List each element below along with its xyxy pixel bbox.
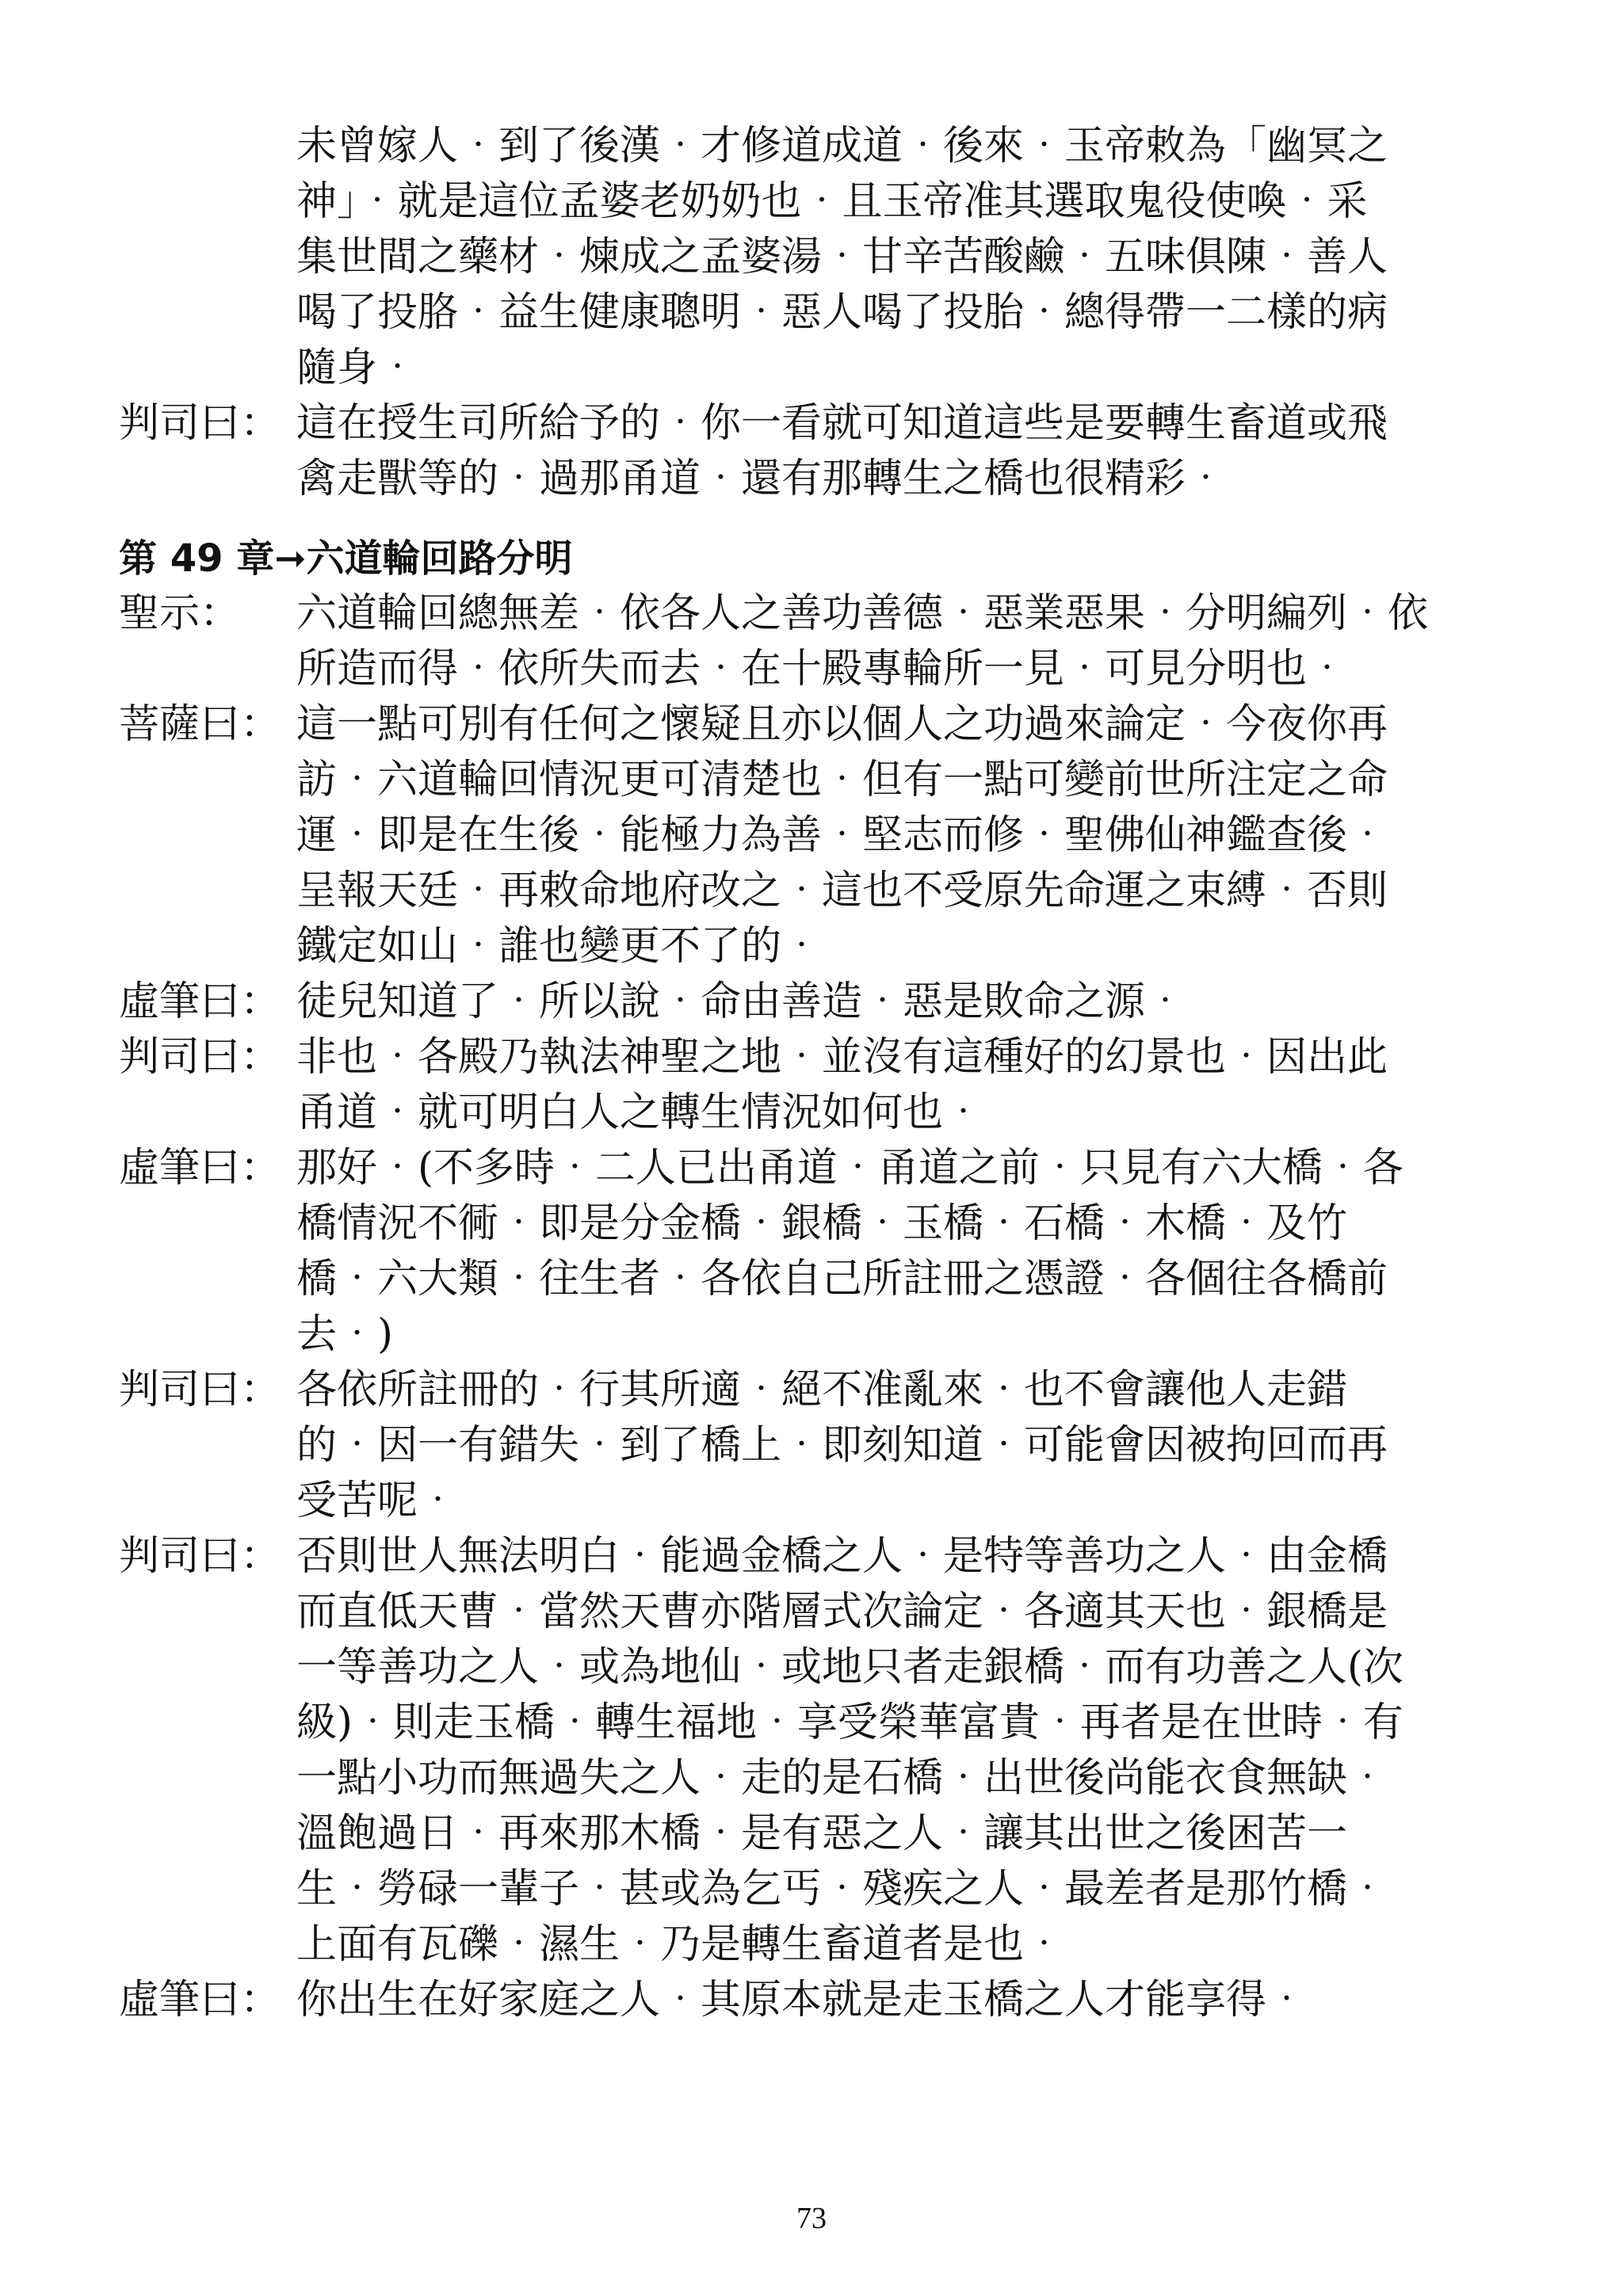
- text-line: 否則世人無法明白‧能過金橋之人‧是特等善功之人‧由金橋: [296, 1533, 1388, 1580]
- text-line: 受苦呢‧: [296, 1478, 459, 1524]
- text-line: 徒兒知道了‧所以說‧命由善造‧惡是敗命之源‧: [296, 978, 1186, 1025]
- text-line: 上面有瓦礫‧濕生‧乃是轉生畜道者是也‧: [296, 1921, 1065, 1968]
- text-line: 橋‧六大類‧往生者‧各依自己所註冊之憑證‧各個往各橋前: [296, 1256, 1388, 1302]
- text-line: 去‧): [296, 1311, 393, 1358]
- page-number: 73: [796, 2202, 827, 2235]
- text-line: 你出生在好家庭之人‧其原本就是走玉橋之人才能享得‧: [296, 1977, 1308, 2023]
- dialogue-entry: [119, 586, 1514, 697]
- dialogue-entry: [119, 1141, 1514, 1363]
- speaker-label: 判司曰：: [119, 1533, 281, 1580]
- text-line: 級)‧則走玉橋‧轉生福地‧享受榮華富貴‧再者是在世時‧有: [296, 1699, 1403, 1746]
- dialogue-entry: [119, 1030, 1514, 1141]
- text-line: 呈報天廷‧再敕命地府改之‧這也不受原先命運之束縛‧否則: [296, 868, 1388, 914]
- text-body: [119, 119, 1514, 2028]
- text-line: 未曾嫁人‧到了後漢‧才修道成道‧後來‧玉帝敕為「幽冥之: [296, 123, 1388, 170]
- speaker-label: 聖示：: [119, 590, 241, 637]
- dialogue-entry: [119, 1973, 1514, 2028]
- text-line: 而直低天曹‧當然天曹亦階層式次論定‧各適其天也‧銀橋是: [296, 1589, 1388, 1635]
- text-line: 隨身‧: [296, 345, 418, 391]
- text-line: 橋情況不衕‧即是分金橋‧銀橋‧玉橋‧石橋‧木橋‧及竹: [296, 1200, 1348, 1247]
- dialogue-entry: [119, 697, 1514, 974]
- text-line: 禽走獸等的‧過那甬道‧還有那轉生之橋也很精彩‧: [296, 456, 1227, 502]
- text-line: 鐵定如山‧誰也變更不了的‧: [296, 923, 823, 970]
- speaker-label: 菩薩曰：: [119, 701, 281, 748]
- speaker-label: 虛筆曰：: [119, 1145, 281, 1192]
- text-line: 那好‧(不多時‧二人已出甬道‧甬道之前‧只見有六大橋‧各: [296, 1145, 1403, 1192]
- text-line: 喝了投胳‧益生健康聰明‧惡人喝了投胎‧總得帶一二樣的病: [296, 289, 1388, 336]
- speaker-label: 判司曰：: [119, 400, 281, 447]
- dialogue-entry: [119, 396, 1514, 507]
- text-line: 溫飽過日‧再來那木橋‧是有惡之人‧讓其出世之後困苦一: [296, 1810, 1348, 1857]
- dialogue-entry: [119, 1363, 1514, 1529]
- speaker-label: 判司曰：: [119, 1034, 281, 1081]
- continued-paragraph: [119, 119, 1514, 396]
- dialogue-entry: [119, 974, 1514, 1030]
- text-line: 神」‧就是這位孟婆老奶奶也‧且玉帝准其選取鬼役使喚‧采: [296, 178, 1368, 225]
- text-line: 六道輪回總無差‧依各人之善功善德‧惡業惡果‧分明編列‧依: [296, 590, 1429, 637]
- text-line: 集世間之藥材‧煉成之孟婆湯‧甘辛苦酸鹼‧五味俱陳‧善人: [296, 234, 1388, 280]
- text-line: 所造而得‧依所失而去‧在十殿專輪所一見‧可見分明也‧: [296, 646, 1348, 692]
- text-line: 一等善功之人‧或為地仙‧或地只者走銀橋‧而有功善之人(次: [296, 1644, 1403, 1691]
- speaker-label: 判司曰：: [119, 1367, 281, 1413]
- chapter-heading: 第 49 章➞六道輪回路分明: [119, 536, 573, 581]
- text-line: 各依所註冊的‧行其所適‧絕不准亂來‧也不會讓他人走錯: [296, 1367, 1348, 1413]
- speaker-label: 虛筆曰：: [119, 978, 281, 1025]
- text-line: 非也‧各殿乃執法神聖之地‧並沒有這種好的幻景也‧因出此: [296, 1034, 1388, 1081]
- text-line: 這在授生司所給予的‧你一看就可知道這些是要轉生畜道或飛: [296, 400, 1388, 447]
- speaker-label: 虛筆曰：: [119, 1977, 281, 2023]
- dialogue-entry: [119, 1529, 1514, 1973]
- text-line: 一點小功而無過失之人‧走的是石橋‧出世後尚能衣食無缺‧: [296, 1755, 1388, 1802]
- text-line: 訪‧六道輪回情況更可清楚也‧但有一點可變前世所注定之命: [296, 757, 1388, 803]
- text-line: 生‧勞碌一輩子‧甚或為乞丐‧殘疾之人‧最差者是那竹橋‧: [296, 1866, 1388, 1913]
- text-line: 甬道‧就可明白人之轉生情況如何也‧: [296, 1089, 984, 1136]
- text-line: 的‧因一有錯失‧到了橋上‧即刻知道‧可能會因被拘回而再: [296, 1422, 1388, 1469]
- text-line: 運‧即是在生後‧能極力為善‧堅志而修‧聖佛仙神鑑查後‧: [296, 812, 1388, 859]
- text-line: 這一點可別有任何之懷疑且亦以個人之功過來論定‧今夜你再: [296, 701, 1388, 748]
